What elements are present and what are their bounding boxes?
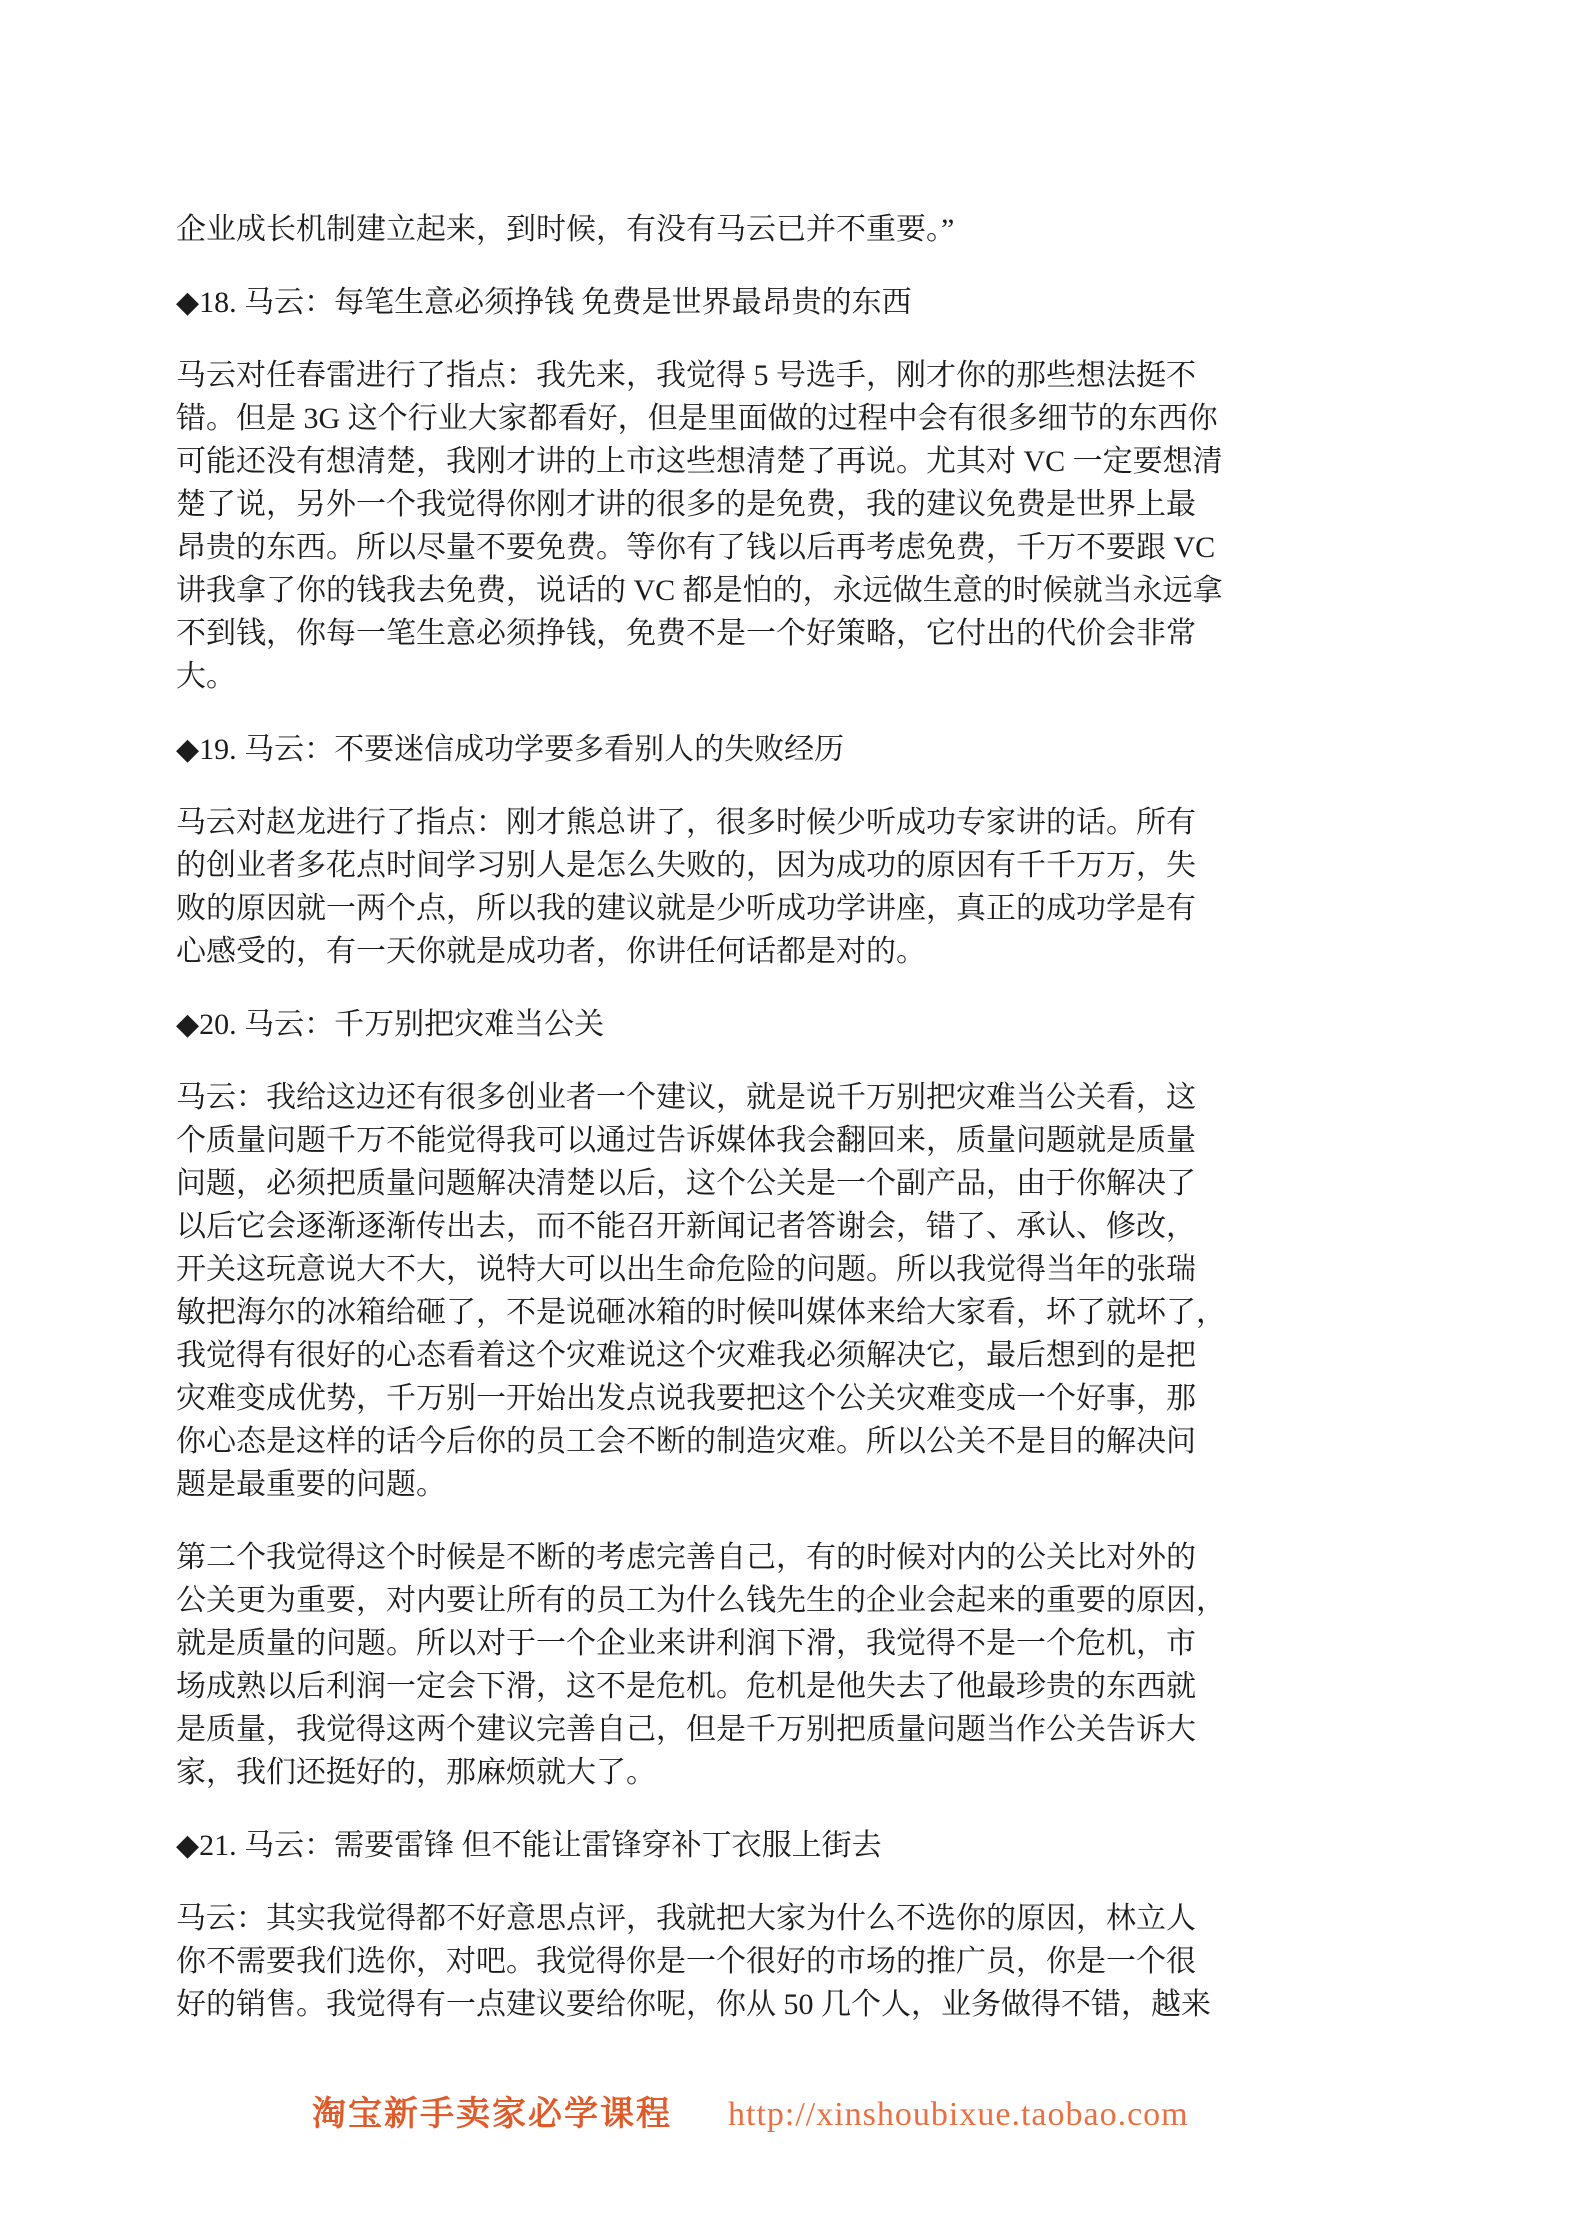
section-21-paragraph (176, 1897, 1356, 2026)
text-line: 开关这玩意说大不大，说特大可以出生命危险的问题。所以我觉得当年的张瑞 (176, 1253, 1196, 1286)
text-line: 错。但是 3G 这个行业大家都看好，但是里面做的过程中会有很多细节的东西你 (176, 402, 1218, 435)
text-line: 是质量，我觉得这两个建议完善自己，但是千万别把质量问题当作公关告诉大 (176, 1713, 1196, 1746)
text-line: 马云：我给这边还有很多创业者一个建议，就是说千万别把灾难当公关看，这 (176, 1081, 1196, 1114)
text-line: 企业成长机制建立起来，到时候，有没有马云已并不重要。” (176, 213, 955, 246)
section-20-paragraph-2 (176, 1536, 1356, 1794)
text-line: 问题，必须把质量问题解决清楚以后，这个公关是一个副产品，由于你解决了 (176, 1167, 1196, 1200)
intro-paragraph (176, 208, 1356, 251)
text-line: 公关更为重要，对内要让所有的员工为什么钱先生的企业会起来的重要的原因， (176, 1584, 1226, 1617)
text-line: 就是质量的问题。所以对于一个企业来讲利润下滑，我觉得不是一个危机，市 (176, 1627, 1196, 1660)
text-line: 灾难变成优势，千万别一开始出发点说我要把这个公关灾难变成一个好事，那 (176, 1382, 1196, 1415)
text-line: 楚了说，另外一个我觉得你刚才讲的很多的是免费，我的建议免费是世界上最 (176, 488, 1196, 521)
text-line: 马云对任春雷进行了指点：我先来，我觉得 5 号选手，刚才你的那些想法挺不 (176, 359, 1196, 392)
text-line: 大。 (176, 660, 236, 693)
text-line: 敏把海尔的冰箱给砸了，不是说砸冰箱的时候叫媒体来给大家看，坏了就坏了， (176, 1296, 1226, 1329)
section-18-heading: ◆18. 马云：每笔生意必须挣钱 免费是世界最昂贵的东西 (176, 286, 912, 319)
section-21-heading: ◆21. 马云：需要雷锋 但不能让雷锋穿补丁衣服上街去 (176, 1829, 882, 1862)
document-content (176, 208, 1356, 2056)
text-line: 讲我拿了你的钱我去免费，说话的 VC 都是怕的，永远做生意的时候就当永远拿 (176, 574, 1223, 607)
text-line: 我觉得有很好的心态看着这个灾难说这个灾难我必须解决它，最后想到的是把 (176, 1339, 1196, 1372)
text-line: 你心态是这样的话今后你的员工会不断的制造灾难。所以公关不是目的解决问 (176, 1425, 1196, 1458)
text-line: 你不需要我们选你，对吧。我觉得你是一个很好的市场的推广员，你是一个很 (176, 1945, 1196, 1978)
text-line: 马云对赵龙进行了指点：刚才熊总讲了，很多时候少听成功专家讲的话。所有 (176, 806, 1196, 839)
page-footer (312, 2086, 1412, 2135)
text-line: 以后它会逐渐逐渐传出去，而不能召开新闻记者答谢会，错了、承认、修改， (176, 1210, 1196, 1243)
section-20-paragraph-1 (176, 1076, 1356, 1506)
text-line: 家，我们还挺好的，那麻烦就大了。 (176, 1756, 656, 1789)
text-line: 昂贵的东西。所以尽量不要免费。等你有了钱以后再考虑免费，千万不要跟 VC (176, 531, 1216, 564)
text-line: 马云：其实我觉得都不好意思点评，我就把大家为什么不选你的原因，林立人 (176, 1902, 1196, 1935)
footer-url-link[interactable]: http://xinshoubixue.taobao.com (728, 2096, 1189, 2133)
text-line: 心感受的，有一天你就是成功者，你讲任何话都是对的。 (176, 935, 926, 968)
section-19-paragraph (176, 801, 1356, 973)
text-line: 好的销售。我觉得有一点建议要给你呢，你从 50 几个人，业务做得不错，越来 (176, 1988, 1211, 2021)
text-line: 题是最重要的问题。 (176, 1468, 446, 1501)
text-line: 败的原因就一两个点，所以我的建议就是少听成功学讲座，真正的成功学是有 (176, 892, 1196, 925)
text-line: 个质量问题千万不能觉得我可以通过告诉媒体我会翻回来，质量问题就是质量 (176, 1124, 1196, 1157)
text-line: 第二个我觉得这个时候是不断的考虑完善自己，有的时候对内的公关比对外的 (176, 1541, 1196, 1574)
text-line: 场成熟以后利润一定会下滑，这不是危机。危机是他失去了他最珍贵的东西就 (176, 1670, 1196, 1703)
section-19-heading: ◆19. 马云：不要迷信成功学要多看别人的失败经历 (176, 733, 845, 766)
text-line: 不到钱，你每一笔生意必须挣钱，免费不是一个好策略，它付出的代价会非常 (176, 617, 1196, 650)
footer-course-label: 淘宝新手卖家必学课程 (312, 2096, 672, 2133)
text-line: 可能还没有想清楚，我刚才讲的上市这些想清楚了再说。尤其对 VC 一定要想清 (176, 445, 1223, 478)
section-18-paragraph (176, 354, 1356, 698)
section-20-heading: ◆20. 马云：千万别把灾难当公关 (176, 1008, 605, 1041)
text-line: 的创业者多花点时间学习别人是怎么失败的，因为成功的原因有千千万万，失 (176, 849, 1196, 882)
